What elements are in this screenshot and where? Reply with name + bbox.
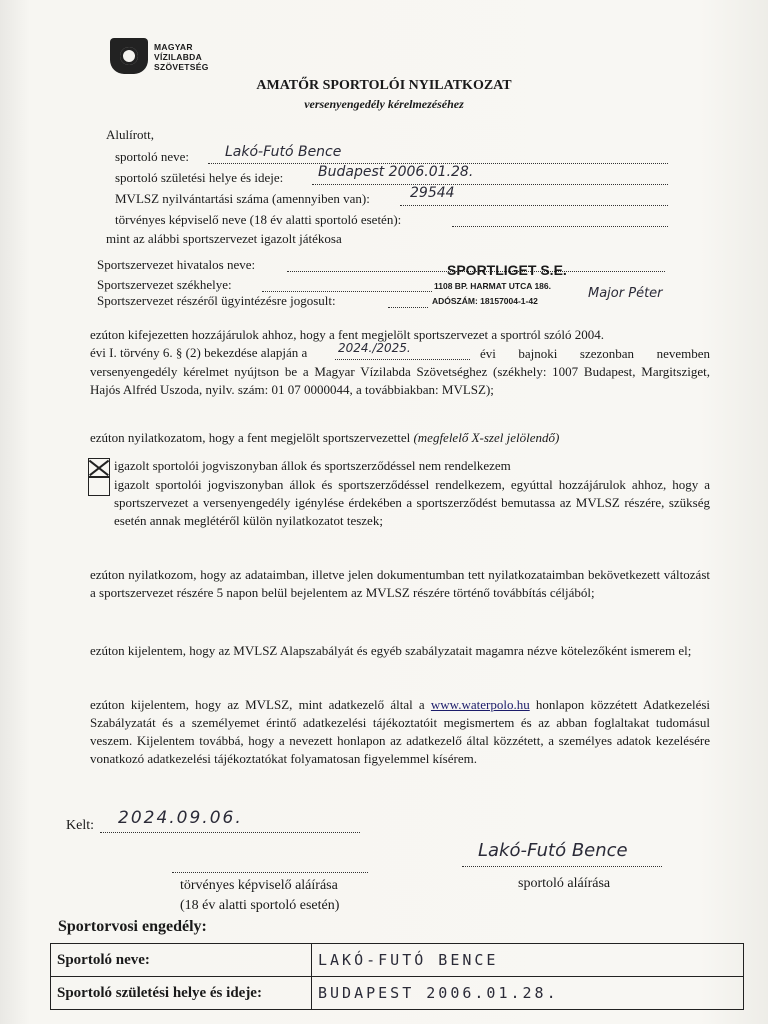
- athlete-sig-label: sportoló aláírása: [518, 876, 611, 891]
- intro-text: Alulírott,: [106, 127, 155, 142]
- medical-heading: Sportorvosi engedély:: [58, 918, 207, 935]
- logo-line-2: VÍZILABDA: [154, 52, 203, 62]
- club-stamp-name: SPORTLIGET S.E.: [447, 262, 567, 278]
- medical-birth-label: Sportoló születési helye és ideje:: [51, 977, 312, 1010]
- athlete-signature: Lakó-Futó Bence: [478, 840, 628, 861]
- p4-text: ezúton kijelentem, hogy az MVLSZ Alapszabályát és egyéb szabályzatait magamra nézve kötelezőként ismerem el;: [90, 643, 692, 658]
- kelt-value: 2024.09.06.: [118, 808, 243, 828]
- guardian-sig-note: (18 év alatti sportoló esetén): [180, 898, 340, 913]
- logo-text: [154, 42, 209, 72]
- club-intro: mint az alábbi sportszervezet igazolt játékosa: [106, 231, 342, 246]
- document-subtitle: versenyengedély kérelmezéséhez: [304, 97, 464, 111]
- kelt-label: Kelt:: [66, 818, 94, 833]
- p2-text: [90, 430, 559, 446]
- p5-start: ezúton kijelentem, hogy az MVLSZ, mint adatkezelő által a: [90, 697, 425, 712]
- medical-row-name: [51, 944, 744, 977]
- logo-line-1: MAGYAR: [154, 42, 193, 52]
- birth-line: [312, 183, 668, 185]
- reg-value: 29544: [410, 185, 455, 201]
- season-value: 2024./2025.: [338, 341, 411, 355]
- p5-text: [90, 696, 710, 768]
- birth-label: sportoló születési helye és ideje:: [115, 170, 284, 185]
- club-name-label: Sportszervezet hivatalos neve:: [97, 257, 256, 272]
- p1-line1: ezúton kifejezetten hozzájárulok ahhoz, hogy a fent megjelölt sportszervezet a sportról szóló 2004.: [90, 327, 605, 342]
- water-polo-ball-icon: [110, 38, 148, 74]
- club-admin-value: Major Péter: [588, 286, 663, 301]
- guardian-signature-line: [172, 872, 368, 873]
- p1-line2-start: évi I. törvény 6. § (2) bekezdése alapján a: [90, 345, 308, 360]
- medical-row-birth: [51, 977, 744, 1010]
- guardian-label: törvényes képviselő neve (18 év alatti sportoló esetén):: [115, 212, 402, 227]
- name-label: sportoló neve:: [115, 149, 190, 164]
- birth-value: Budapest 2006.01.28.: [318, 164, 474, 180]
- option2-label: igazolt sportolói jogviszonyban állok és sportszerződéssel rendelkezem, egyúttal hozzájárulok ahhoz, hogy a sportszervezet a versenyengedély igénylése érdekében a sportszerződést bemutassa az MVLSZ részére, szükség esetén annak meglétéről külön nyilatkozatot teszek;: [114, 477, 710, 528]
- name-value: Lakó-Futó Bence: [225, 144, 342, 160]
- guardian-sig-label: törvényes képviselő aláírása: [180, 878, 338, 893]
- medical-name-value: LAKÓ-FUTÓ BENCE: [312, 944, 744, 977]
- medical-name-label: Sportoló neve:: [51, 944, 312, 977]
- guardian-line: [452, 225, 668, 227]
- club-stamp-address: 1108 BP. HARMAT UTCA 186.: [434, 281, 551, 291]
- option2-checkbox[interactable]: [88, 476, 110, 496]
- athlete-signature-line: [462, 866, 662, 867]
- logo-line-3: SZÖVETSÉG: [154, 62, 209, 72]
- p2-note: (megfelelő X-szel jelölendő): [413, 430, 560, 445]
- p5-rest: honlapon közzétett Adatkezelési Szabályzatát és a személyemet érintő adatkezelési tájékoztatóit megismertem és az abban foglaltakat tudomásul veszem. Kijelentem továbbá, hogy a nevezett honlapon az adatkezelő által közzétett, a személyes adatok kezelésére vonatkozó adatkezelési tájékoztatókat folyamatosan figyelemmel kísérem.: [90, 697, 711, 766]
- p2-main: ezúton nyilatkozatom, hogy a fent megjelölt sportszervezettel: [90, 430, 411, 445]
- waterpolo-link[interactable]: www.waterpolo.hu: [430, 697, 530, 712]
- medical-table: [50, 943, 744, 1010]
- document-title: AMATŐR SPORTOLÓI NYILATKOZAT: [256, 78, 512, 93]
- club-admin-label: Sportszervezet részéről ügyintézésre jogosult:: [97, 293, 336, 308]
- club-seat-line: [262, 290, 432, 292]
- reg-line: [400, 204, 668, 206]
- reg-label: MVLSZ nyilvántartási száma (amennyiben van):: [115, 191, 370, 206]
- p1-rest: évi bajnoki szezonban nevemben versenyengedély kérelmet nyújtson be a Magyar Vízilabda Szövetséghez (székhely: 1007 Budapest, Margitsziget, Hajós Alfréd Uszoda, nyilv. szám: 01 07 0000044, a továbbiakban: MVLSZ);: [90, 346, 710, 397]
- option1-checkbox[interactable]: [88, 458, 110, 478]
- p3-text: ezúton nyilatkozom, hogy az adataimban, illetve jelen dokumentumban tett nyilatkozataimban bekövetkezett változást a sportszervezet részére 5 napon belül bejelentem az MVLSZ részére történő továbbítás céljából;: [90, 567, 710, 600]
- option1-label: igazolt sportolói jogviszonyban állok és sportszerződéssel nem rendelkezem: [114, 458, 511, 473]
- medical-birth-value: BUDAPEST 2006.01.28.: [312, 977, 744, 1010]
- kelt-line: [100, 831, 360, 833]
- club-seat-label: Sportszervezet székhelye:: [97, 277, 232, 292]
- club-stamp-tax: ADÓSZÁM: 18157004-1-42: [432, 296, 538, 306]
- club-admin-line: [388, 306, 428, 308]
